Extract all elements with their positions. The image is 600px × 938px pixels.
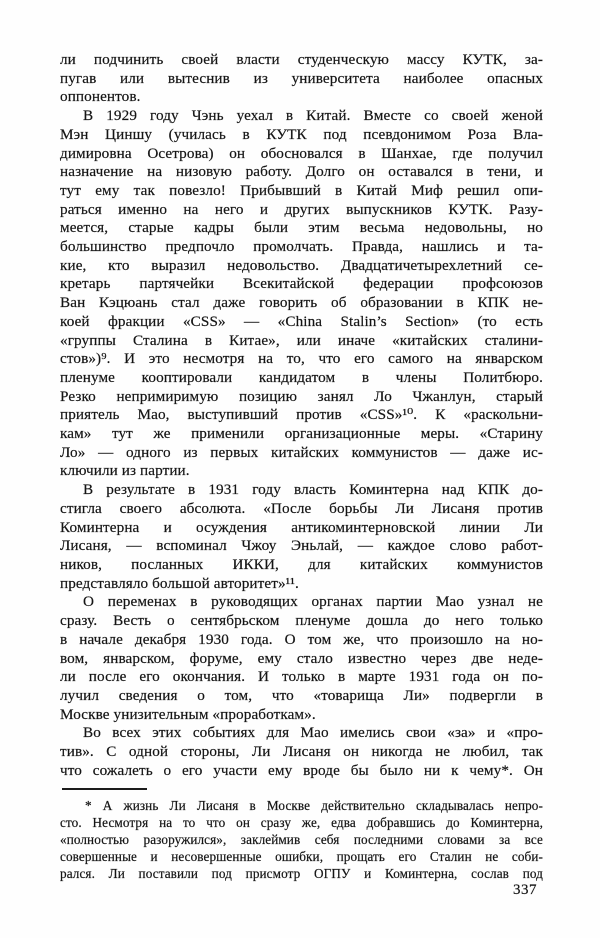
text-line: сразу. Весть о сентябрьском пленуме дошла до него только: [60, 612, 543, 630]
text-line: стов»)⁹. И это несмотря на то, что его самого на январском: [60, 350, 543, 368]
text-line: приятель Мао, выступивший против «CSS»¹⁰. К «раскольни-: [60, 406, 543, 424]
text-line: ключили из партии.: [60, 462, 190, 480]
footnote-divider: [62, 788, 147, 790]
text-line: ли подчинить своей власти студенческую массу КУТК, за-: [60, 51, 543, 68]
text-line: В результате в 1931 году власть Коминтерна над КПК до-: [83, 481, 543, 499]
footnote: [60, 797, 543, 882]
text-line: кие, кто выразил недовольство. Двадцатичетырехлетний се-: [60, 256, 543, 274]
text-line: назначение на низовую работу. Долго он оставался в тени, и: [60, 163, 543, 181]
text-line: тут ему так повезло! Прибывший в Китай Миф решил опи-: [60, 181, 543, 199]
text-line: Коминтерна и осуждения антикоминтерновской линии Ли: [60, 518, 543, 536]
text-line: тив». С одной стороны, Ли Лисаня он никогда не любил, так: [60, 743, 543, 761]
text-line: димировна Осетрова) он обосновался в Шанхае, где получил: [60, 144, 543, 162]
text-line: лучил сведения о том, что «товарища Ли» подвергли в: [60, 686, 543, 704]
text-line: совершенные и несовершенные ошибки, прощать его Сталин не соби-: [60, 849, 543, 864]
text-line: Мэн Циншу (училась в КУТК под псевдонимом Роза Вла-: [60, 125, 543, 143]
text-line: * А жизнь Ли Лисаня в Москве действительно складывалась непро-: [85, 798, 543, 813]
text-line: вом, январском, форуме, ему стало известно через две неде-: [60, 649, 543, 667]
text-line: оппонентов.: [60, 88, 141, 106]
page-number: 337: [513, 882, 537, 898]
body-text: [60, 51, 543, 780]
text-line: в начале декабря 1930 года. О том же, что произошло на но-: [60, 630, 543, 648]
text-line: представляло большой авторитет»¹¹.: [60, 574, 299, 592]
text-line: большинство предпочло промолчать. Правда, нашлись и та-: [60, 238, 543, 256]
text-line: стигла своего абсолюта. «После борьбы Ли Лисаня против: [60, 499, 543, 517]
text-line: сто. Несмотря на то что он сразу же, едва добравшись до Коминтерна,: [60, 815, 543, 830]
text-line: ников, посланных ИККИ, для китайских коммунистов: [60, 555, 543, 573]
text-line: кам» тут же применили организационные меры. «Старину: [60, 425, 543, 443]
text-line: Во всех этих событиях для Мао имелись свои «за» и «про-: [83, 724, 543, 742]
text-line: Лисаня, — вспоминал Чжоу Эньлай, — каждое слово работ-: [60, 537, 543, 555]
text-line: ли после его окончания. И только в марте 1931 года он по-: [60, 668, 543, 686]
text-line: пленуме кооптировали кандидатом в члены Политбюро.: [60, 368, 543, 386]
text-line: кретарь партячейки Всекитайской федерации профсоюзов: [60, 275, 543, 293]
text-line: «полностью разоружился», заклеймив себя последними словами за все: [60, 832, 543, 847]
text-line: пугав или вытеснив из университета наиболее опасных: [60, 69, 543, 87]
text-line: «группы Сталина в Китае», или иначе «китайских сталини-: [60, 331, 543, 349]
text-line: Ло» — одного из первых китайских коммунистов — даже ис-: [60, 443, 543, 461]
text-line: Резко непримиримую позицию занял Ло Чжанлун, старый: [60, 387, 543, 405]
text-line: раться именно на него и других выпускников КУТК. Разу-: [60, 200, 543, 218]
text-line: О переменах в руководящих органах партии Мао узнал не: [83, 593, 543, 611]
text-line: коей фракции «CSS» — «China Stalin’s Section» (то есть: [60, 312, 543, 330]
text-line: что сожалеть о его участи ему вроде бы было ни к чему*. Он: [60, 761, 543, 779]
text-line: Ван Кэцюань стал даже говорить об образовании в КПК не-: [60, 294, 543, 312]
text-line: В 1929 году Чэнь уехал в Китай. Вместе со своей женой: [83, 107, 543, 125]
text-line: рался. Ли поставили под присмотр ОГПУ и Коминтерна, сослав под: [60, 866, 543, 881]
text-line: меется, старые кадры были этим весьма недовольны, но: [60, 219, 543, 237]
text-line: Москве унизительным «проработкам».: [60, 705, 316, 723]
